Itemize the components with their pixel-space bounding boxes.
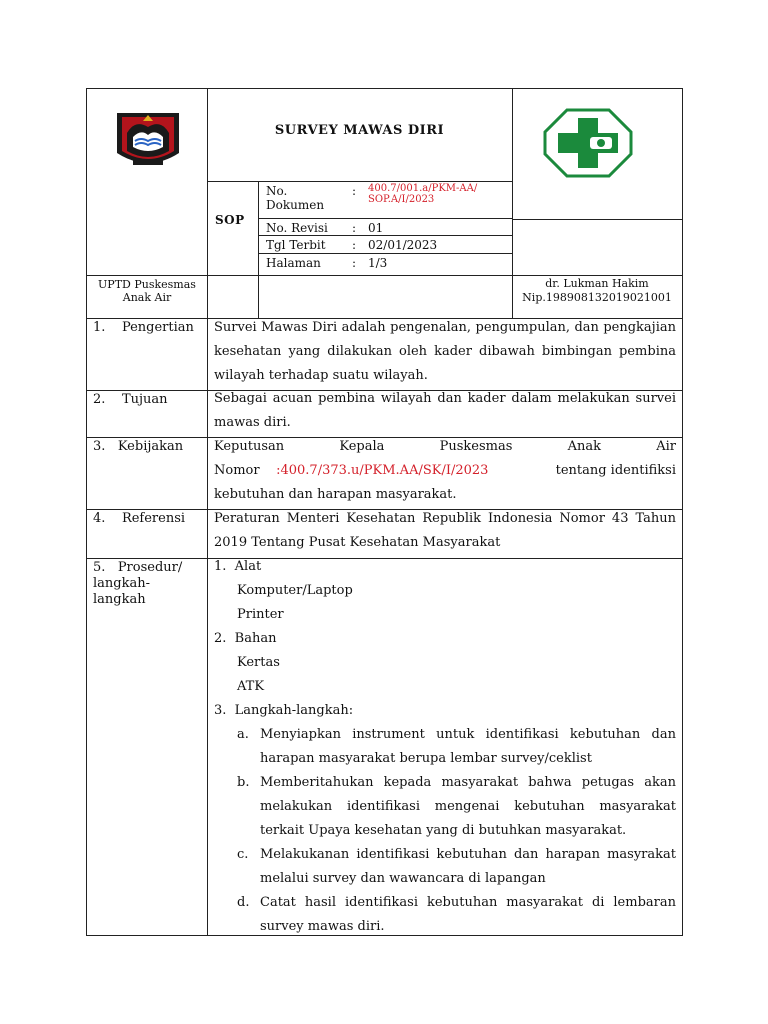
procedure-list	[214, 555, 676, 939]
bahan-item: Kertas	[237, 655, 280, 670]
kebijakan-nomor: Nomor	[214, 463, 260, 478]
doc-info-table: No. Dokumen : 400.7/001.a/PKM-AA/ SOP.A/I/2023 No. Revisi : 01 Tgl Terbit : 02/01/2023 Halaman : 1/3	[258, 182, 512, 318]
kebijakan-line-3: kebutuhan dan harapan masyarakat.	[214, 487, 457, 502]
document-title: SURVEY MAWAS DIRI	[274, 123, 445, 138]
step-c: c. Melakukanan identifikasi kebutuhan dan harapan masyrakat melalui survey dan wawancara di lapangan	[237, 847, 676, 886]
kebijakan-after: tentang identifiksi	[555, 463, 676, 478]
step-a: a. Menyiapkan instrument untuk identifikasi kebutuhan dan harapan masyarakat berupa lembar survey/ceklist	[237, 727, 676, 766]
step-d: d. Catat hasil identifikasi kebutuhan masyarakat di lembaran survey mawas diri.	[237, 895, 676, 934]
halaman-label: Halaman	[266, 256, 321, 270]
no-revisi-label: No. Revisi	[266, 221, 328, 235]
section-5-label: 5. Prosedur/ langkah-langkah	[93, 560, 183, 607]
section-4-text: Peraturan Menteri Kesehatan Republik Indonesia Nomor 43 Tahun 2019 Tentang Pusat Kesehatan Masyarakat	[214, 511, 676, 550]
procedure-item-1: 1. Alat	[214, 559, 262, 574]
procedure-item-2: 2. Bahan	[214, 631, 277, 646]
sop-label: SOP	[215, 213, 245, 227]
alat-item: Printer	[237, 607, 284, 622]
kebijakan-line-1: Keputusan Kepala Puskesmas Anak Air	[214, 439, 676, 454]
signer-name: dr. Lukman Hakim	[545, 277, 649, 290]
bahan-item: ATK	[237, 679, 265, 694]
alat-item: Komputer/Laptop	[237, 583, 353, 598]
halaman-value: 1/3	[368, 256, 388, 270]
signer-nip: Nip.198908132019021001	[522, 291, 672, 304]
procedure-item-3: 3. Langkah-langkah:	[214, 703, 354, 718]
section-1-label: 1. Pengertian	[93, 320, 194, 335]
step-b: b. Memberitahukan kepada masyarakat bahwa petugas akan melakukan identifikasi mengenai kebutuhan masyarakat terkait Upaya kesehatan yang di butuhkan masyarakat.	[237, 775, 676, 838]
section-1-text: Survei Mawas Diri adalah pengenalan, pengumpulan, dan pengkajian kesehatan yang dilakukan oleh kader dibawah bimbingan pembina wilayah terhadap suatu wilayah.	[214, 320, 676, 383]
section-2-label: 2. Tujuan	[93, 392, 168, 407]
no-dokumen-label: No. Dokumen	[266, 184, 325, 212]
puskesmas-logo-icon	[543, 108, 633, 178]
section-2-text: Sebagai acuan pembina wilayah dan kader dalam melakukan survei mawas diri.	[214, 391, 676, 430]
tgl-terbit-value: 02/01/2023	[368, 238, 438, 252]
no-revisi-value: 01	[368, 221, 384, 235]
section-3-label: 3. Kebijakan	[93, 439, 184, 454]
title-cell	[207, 89, 512, 182]
left-column-divider	[207, 89, 208, 935]
kebijakan-sk-number: :400.7/373.u/PKM.AA/SK/I/2023	[276, 463, 489, 478]
no-dokumen-value: 400.7/001.a/PKM-AA/ SOP.A/I/2023	[368, 183, 478, 205]
unit-name: UPTD Puskesmas Anak Air	[98, 278, 196, 304]
tgl-terbit-label: Tgl Terbit	[266, 238, 326, 252]
section-3-text	[214, 435, 676, 507]
padang-emblem-icon	[113, 107, 183, 175]
signer-block	[512, 277, 682, 305]
sop-document	[86, 88, 683, 936]
section-4-label: 4. Referensi	[93, 511, 186, 526]
